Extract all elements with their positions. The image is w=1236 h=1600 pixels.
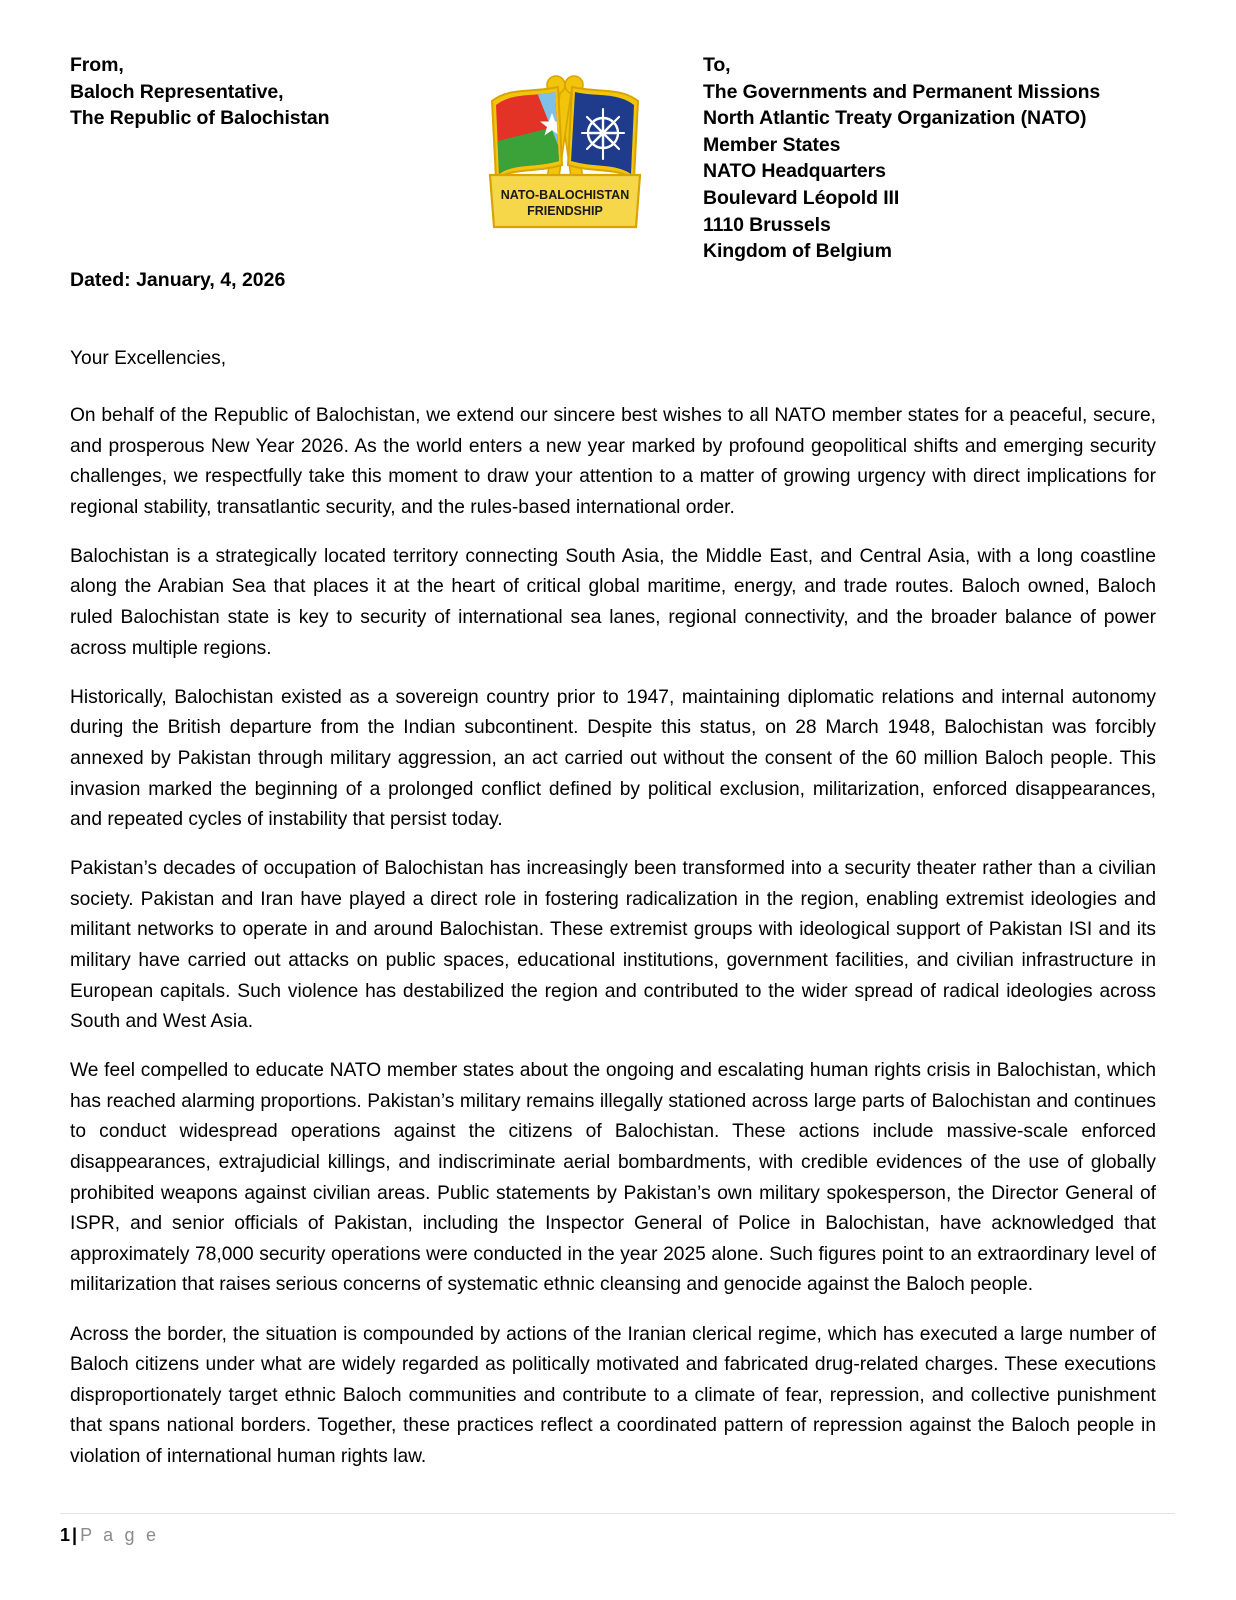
nato-balochistan-friendship-emblem xyxy=(470,57,660,239)
recipient-line-4: Member States xyxy=(703,133,841,156)
letter-body xyxy=(70,345,1156,1473)
sender-line-1: From, xyxy=(70,54,124,76)
paragraph-2: Balochistan is a strategically located territory connecting South Asia, the Middle East, and Central Asia, with a long coastline along the Arabian Sea that places it at the heart of critical global maritime, energy, and trade routes. Baloch owned, Baloch ruled Balochistan state is key to security of international sea lanes, regional connectivity, and the broader balance of power across multiple regions. xyxy=(70,545,1156,659)
footer-page-indicator xyxy=(60,1523,1175,1547)
recipient-line-2: The Governments and Permanent Missions xyxy=(703,80,1101,103)
emblem-banner xyxy=(490,175,640,227)
paragraph-3: Historically, Balochistan existed as a sovereign country prior to 1947, maintaining diplomatic relations and internal autonomy during the British departure from the Indian subcontinent. Despite this status, on 28 March 1948, Balochistan was forcibly annexed by Pakistan through military aggression, an act carried out without the consent of the 60 million Baloch people. This invasion marked the beginning of a prolonged conflict defined by political exclusion, militarization, enforced disappearances, and repeated cycles of instability that persist today. xyxy=(70,686,1156,831)
recipient-line-3: North Atlantic Treaty Organization (NATO) xyxy=(703,107,1087,130)
recipient-address-block xyxy=(703,52,1153,265)
footer-page-number: 1 xyxy=(60,1525,71,1545)
recipient-line-8: Kingdom of Belgium xyxy=(703,240,892,263)
footer-separator: | xyxy=(72,1525,78,1545)
salutation: Your Excellencies, xyxy=(70,348,227,369)
recipient-line-6: Boulevard Léopold III xyxy=(703,186,900,209)
emblem-caption-line-1: NATO-BALOCHISTAN xyxy=(500,188,630,202)
dated-line: Dated: January, 4, 2026 xyxy=(70,269,286,291)
sender-address-block xyxy=(70,52,450,132)
letter-header xyxy=(70,52,1166,267)
sender-line-3: The Republic of Balochistan xyxy=(70,107,330,130)
recipient-line-1: To, xyxy=(703,54,731,76)
paragraph-5: We feel compelled to educate NATO member states about the ongoing and escalating human rights crisis in Balochistan, which has reached alarming proportions. Pakistan’s military remains illegally stationed across large parts of Balochistan and continues to conduct widespread operations against the citizens of Balochistan. These actions include massive-scale enforced disappearances, extrajudicial killings, and indiscriminate aerial bombardments, with credible evidences of the use of globally prohibited weapons against civilian areas. Public statements by Pakistan’s own military spokesperson, the Director General of ISPR, and senior officials of Pakistan, including the Inspector General of Police in Balochistan, have acknowledged that approximately 78,000 security operations were conducted in the year 2025 alone. Such figures point to an extraordinary level of militarization that raises serious concerns of systematic ethnic cleansing and genocide against the Baloch people. xyxy=(70,1060,1156,1296)
page-footer xyxy=(60,1513,1175,1547)
emblem-caption-line-2: FRIENDSHIP xyxy=(527,204,603,218)
paragraph-1: On behalf of the Republic of Balochistan, we extend our sincere best wishes to all NATO member states for a peaceful, secure, and prosperous New Year 2026. As the world enters a new year marked by profound geopolitical shifts and emerging security challenges, we respectfully take this moment to draw your attention to a matter of growing urgency with direct implications for regional stability, transatlantic security, and the rules-based international order. xyxy=(70,405,1156,518)
footer-page-word: P a g e xyxy=(80,1525,160,1545)
nato-flag xyxy=(566,83,646,183)
paragraph-4: Pakistan’s decades of occupation of Balochistan has increasingly been transformed into a security theater rather than a civilian society. Pakistan and Iran have played a direct role in fostering radicalization in the region, enabling extremist ideologies and militant networks to operate in and around Balochistan. These extremist groups with ideological support of Pakistan ISI and its military have carried out attacks on public spaces, educational institutions, government facilities, and civilian infrastructure in European capitals. Such violence has destabilized the region and contributed to the wider spread of radical ideologies across South and West Asia. xyxy=(70,858,1156,1033)
recipient-line-5: NATO Headquarters xyxy=(703,160,886,183)
paragraph-6: Across the border, the situation is compounded by actions of the Iranian clerical regime, which has executed a large number of Baloch citizens under what are widely regarded as politically motivated and fabricated drug-related charges. These executions disproportionately target ethnic Baloch communities and contribute to a climate of fear, repression, and collective punishment that spans national borders. Together, these practices reflect a coordinated pattern of repression against the Baloch people in violation of international human rights law. xyxy=(70,1323,1156,1467)
recipient-line-7: 1110 Brussels xyxy=(703,213,831,236)
sender-line-2: Baloch Representative, xyxy=(70,80,284,103)
